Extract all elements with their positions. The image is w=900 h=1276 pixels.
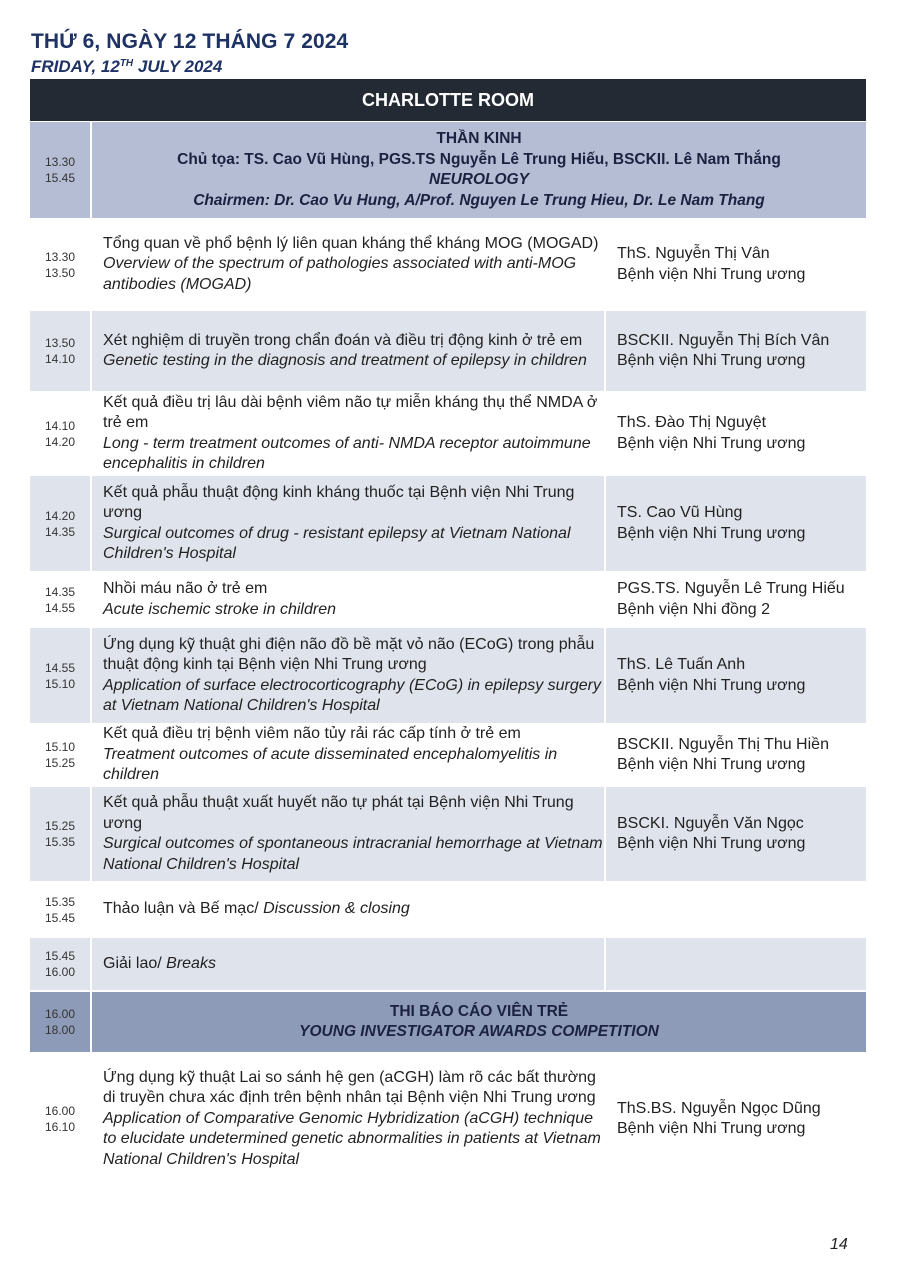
talk-title-vi: Xét nghiệm di truyền trong chẩn đoán và điều trị động kinh ở trẻ em	[103, 331, 583, 349]
talk-title-en: Application of Comparative Genomic Hybridization (aCGH) technique to elucidate undetermined genetic abnormalities in patients at Vietnam National Children's Hospital	[103, 1109, 601, 1168]
table-row	[30, 1054, 866, 1184]
time-start: 14.10	[44, 418, 76, 433]
time-start: 14.55	[44, 660, 76, 675]
page-subtitle	[31, 57, 222, 77]
section-chair-vi: Chủ tọa: TS. Cao Vũ Hùng, PGS.TS Nguyễn Lê Trung Hiếu, BSCKII. Lê Nam Thắng	[177, 150, 781, 168]
date-en-suffix: JULY 2024	[133, 57, 223, 76]
time-cell	[30, 883, 90, 936]
table-row	[30, 725, 866, 785]
closing-text-en: Discussion & closing	[263, 900, 410, 918]
section-title-cell	[92, 992, 866, 1052]
talk-title-vi: Tổng quan về phổ bệnh lý liên quan kháng thể kháng MOG (MOGAD)	[103, 234, 599, 252]
talk-title-vi: Nhồi máu não ở trẻ em	[103, 580, 268, 597]
time-end: 14.55	[44, 600, 76, 615]
page-title: THỨ 6, NGÀY 12 THÁNG 7 2024	[31, 30, 349, 53]
speaker-cell	[606, 1054, 866, 1184]
speaker-cell	[606, 220, 866, 309]
time-cell	[30, 122, 90, 218]
break-text-vi: Giải lao/	[103, 954, 167, 972]
talk-title-cell	[92, 220, 604, 309]
table-row	[30, 628, 866, 723]
speaker-cell	[606, 628, 866, 723]
date-en-ordinal: TH	[119, 58, 134, 69]
talk-title-cell	[92, 573, 604, 626]
speaker-cell	[606, 938, 866, 990]
speaker-name: PGS.TS. Nguyễn Lê Trung Hiếu	[617, 580, 845, 597]
talk-title-en: Surgical outcomes of spontaneous intracranial hemorrhage at Vietnam National Children's Hospital	[103, 835, 603, 873]
talk-title-en: Surgical outcomes of drug - resistant epilepsy at Vietnam National Children's Hospital	[103, 524, 571, 562]
section-header-neurology	[30, 122, 866, 218]
time-end: 18.00	[44, 1023, 76, 1037]
page-number: 14	[830, 1236, 848, 1253]
speaker-cell	[606, 883, 866, 936]
speaker-affiliation: Bệnh viện Nhi Trung ương	[617, 352, 806, 369]
table-row	[30, 476, 866, 571]
time-cell	[30, 628, 90, 723]
time-end: 15.45	[44, 910, 76, 925]
talk-title-cell	[92, 311, 604, 391]
talk-title-vi: Kết quả điều trị bệnh viêm não tủy rải rác cấp tính ở trẻ em	[103, 725, 521, 743]
speaker-affiliation: Bệnh viện Nhi Trung ương	[617, 835, 806, 852]
time-cell	[30, 393, 90, 474]
time-start: 16.00	[44, 1104, 76, 1118]
section-title-en: YOUNG INVESTIGATOR AWARDS COMPETITION	[299, 1023, 659, 1040]
speaker-name: ThS. Nguyễn Thị Vân	[617, 245, 770, 262]
speaker-affiliation: Bệnh viện Nhi Trung ương	[617, 434, 806, 452]
time-end: 14.10	[44, 352, 76, 366]
time-end: 14.20	[44, 434, 76, 449]
talk-title-en: Genetic testing in the diagnosis and treatment of epilepsy in children	[103, 352, 587, 369]
break-cell	[92, 938, 604, 990]
speaker-name: ThS. Đào Thị Nguyệt	[617, 414, 767, 431]
time-start: 13.50	[44, 336, 76, 350]
time-end: 16.00	[44, 965, 76, 979]
speaker-affiliation: Bệnh viện Nhi Trung ương	[617, 265, 806, 283]
talk-title-en: Treatment outcomes of acute disseminated encephalomyelitis in children	[103, 745, 558, 784]
talk-title-cell	[92, 787, 604, 881]
time-cell	[30, 787, 90, 881]
time-start: 15.25	[44, 819, 76, 833]
time-start: 14.20	[44, 508, 76, 523]
break-text-en: Breaks	[166, 954, 216, 972]
date-en-prefix: FRIDAY, 12	[31, 57, 120, 76]
talk-title-en: Application of surface electrocorticography (ECoG) in epilepsy surgery at Vietnam National Children's Hospital	[103, 676, 602, 714]
time-cell	[30, 1054, 90, 1184]
talk-title-vi: Kết quả phẫu thuật xuất huyết não tự phát tại Bệnh viện Nhi Trung ương	[103, 794, 574, 832]
speaker-cell	[606, 476, 866, 571]
time-end: 15.10	[44, 676, 76, 691]
time-end: 13.50	[44, 265, 76, 280]
time-cell	[30, 573, 90, 626]
speaker-cell	[606, 725, 866, 785]
table-row	[30, 573, 866, 626]
talk-title-vi: Ứng dụng kỹ thuật ghi điện não đồ bề mặt vỏ não (ECoG) trong phẫu thuật động kinh tại Bệnh viện Nhi Trung ương	[103, 635, 595, 673]
speaker-cell	[606, 393, 866, 474]
section-chair-en: Chairmen: Dr. Cao Vu Hung, A/Prof. Nguyen Le Trung Hieu, Dr. Le Nam Thang	[193, 191, 765, 209]
speaker-affiliation: Bệnh viện Nhi Trung ương	[617, 676, 806, 694]
table-row	[30, 220, 866, 309]
talk-title-vi: Ứng dụng kỹ thuật Lai so sánh hệ gen (aCGH) làm rõ các bất thường di truyền chưa xác định trên bệnh nhân tại Bệnh viện Nhi Trung ương	[103, 1068, 596, 1107]
table-row	[30, 393, 866, 474]
section-title-vi: THẦN KINH	[436, 130, 522, 147]
time-end: 14.35	[44, 524, 76, 539]
time-start: 13.30	[44, 249, 76, 264]
speaker-cell	[606, 311, 866, 391]
speaker-affiliation: Bệnh viện Nhi Trung ương	[617, 1120, 806, 1137]
talk-title-en: Long - term treatment outcomes of anti- NMDA receptor autoimmune encephalitis in children	[103, 434, 591, 472]
time-end: 15.25	[44, 756, 76, 770]
table-row-closing	[30, 883, 866, 936]
time-cell	[30, 992, 90, 1052]
time-end: 15.45	[44, 171, 76, 185]
talk-title-en: Overview of the spectrum of pathologies associated with anti-MOG antibodies (MOGAD)	[103, 255, 577, 293]
time-start: 16.00	[44, 1007, 76, 1021]
speaker-name: BSCKI. Nguyễn Văn Ngọc	[617, 814, 804, 832]
table-row	[30, 787, 866, 881]
section-title-vi: THI BÁO CÁO VIÊN TRẺ	[389, 1002, 569, 1020]
talk-title-en: Acute ischemic stroke in children	[103, 600, 336, 618]
speaker-cell	[606, 787, 866, 881]
time-cell	[30, 725, 90, 785]
talk-title-cell	[92, 1054, 604, 1184]
talk-title-vi: Kết quả điều trị lâu dài bệnh viêm não tự miễn kháng thụ thể NMDA ở trẻ em	[103, 393, 598, 431]
time-start: 15.45	[44, 949, 76, 963]
table-row	[30, 311, 866, 391]
speaker-cell	[606, 573, 866, 626]
speaker-affiliation: Bệnh viện Nhi đồng 2	[617, 600, 770, 618]
speaker-name: ThS. Lê Tuấn Anh	[617, 656, 746, 673]
speaker-name: BSCKII. Nguyễn Thị Thu Hiền	[617, 735, 829, 753]
closing-cell	[92, 883, 604, 936]
time-end: 16.10	[44, 1120, 76, 1134]
closing-text-vi: Thảo luận và Bế mạc/	[103, 900, 264, 918]
table-row-break	[30, 938, 866, 990]
time-start: 13.30	[44, 155, 76, 169]
room-header: CHARLOTTE ROOM	[30, 79, 866, 121]
speaker-name: TS. Cao Vũ Hùng	[617, 504, 743, 521]
talk-title-cell	[92, 476, 604, 571]
section-title-en: NEUROLOGY	[429, 171, 529, 188]
section-title-cell	[92, 122, 866, 218]
speaker-affiliation: Bệnh viện Nhi Trung ương	[617, 524, 806, 542]
time-cell	[30, 220, 90, 309]
speaker-affiliation: Bệnh viện Nhi Trung ương	[617, 756, 806, 773]
time-start: 15.10	[44, 740, 76, 754]
time-cell	[30, 311, 90, 391]
time-cell	[30, 938, 90, 990]
time-start: 14.35	[44, 584, 76, 599]
time-end: 15.35	[44, 835, 76, 849]
talk-title-cell	[92, 628, 604, 723]
talk-title-cell	[92, 725, 604, 785]
speaker-name: ThS.BS. Nguyễn Ngọc Dũng	[617, 1099, 821, 1117]
talk-title-cell	[92, 393, 604, 474]
talk-title-vi: Kết quả phẫu thuật động kinh kháng thuốc tại Bệnh viện Nhi Trung ương	[103, 483, 575, 521]
speaker-name: BSCKII. Nguyễn Thị Bích Vân	[617, 331, 830, 349]
section-header-young-investigator	[30, 992, 866, 1052]
time-cell	[30, 476, 90, 571]
time-start: 15.35	[44, 894, 76, 909]
